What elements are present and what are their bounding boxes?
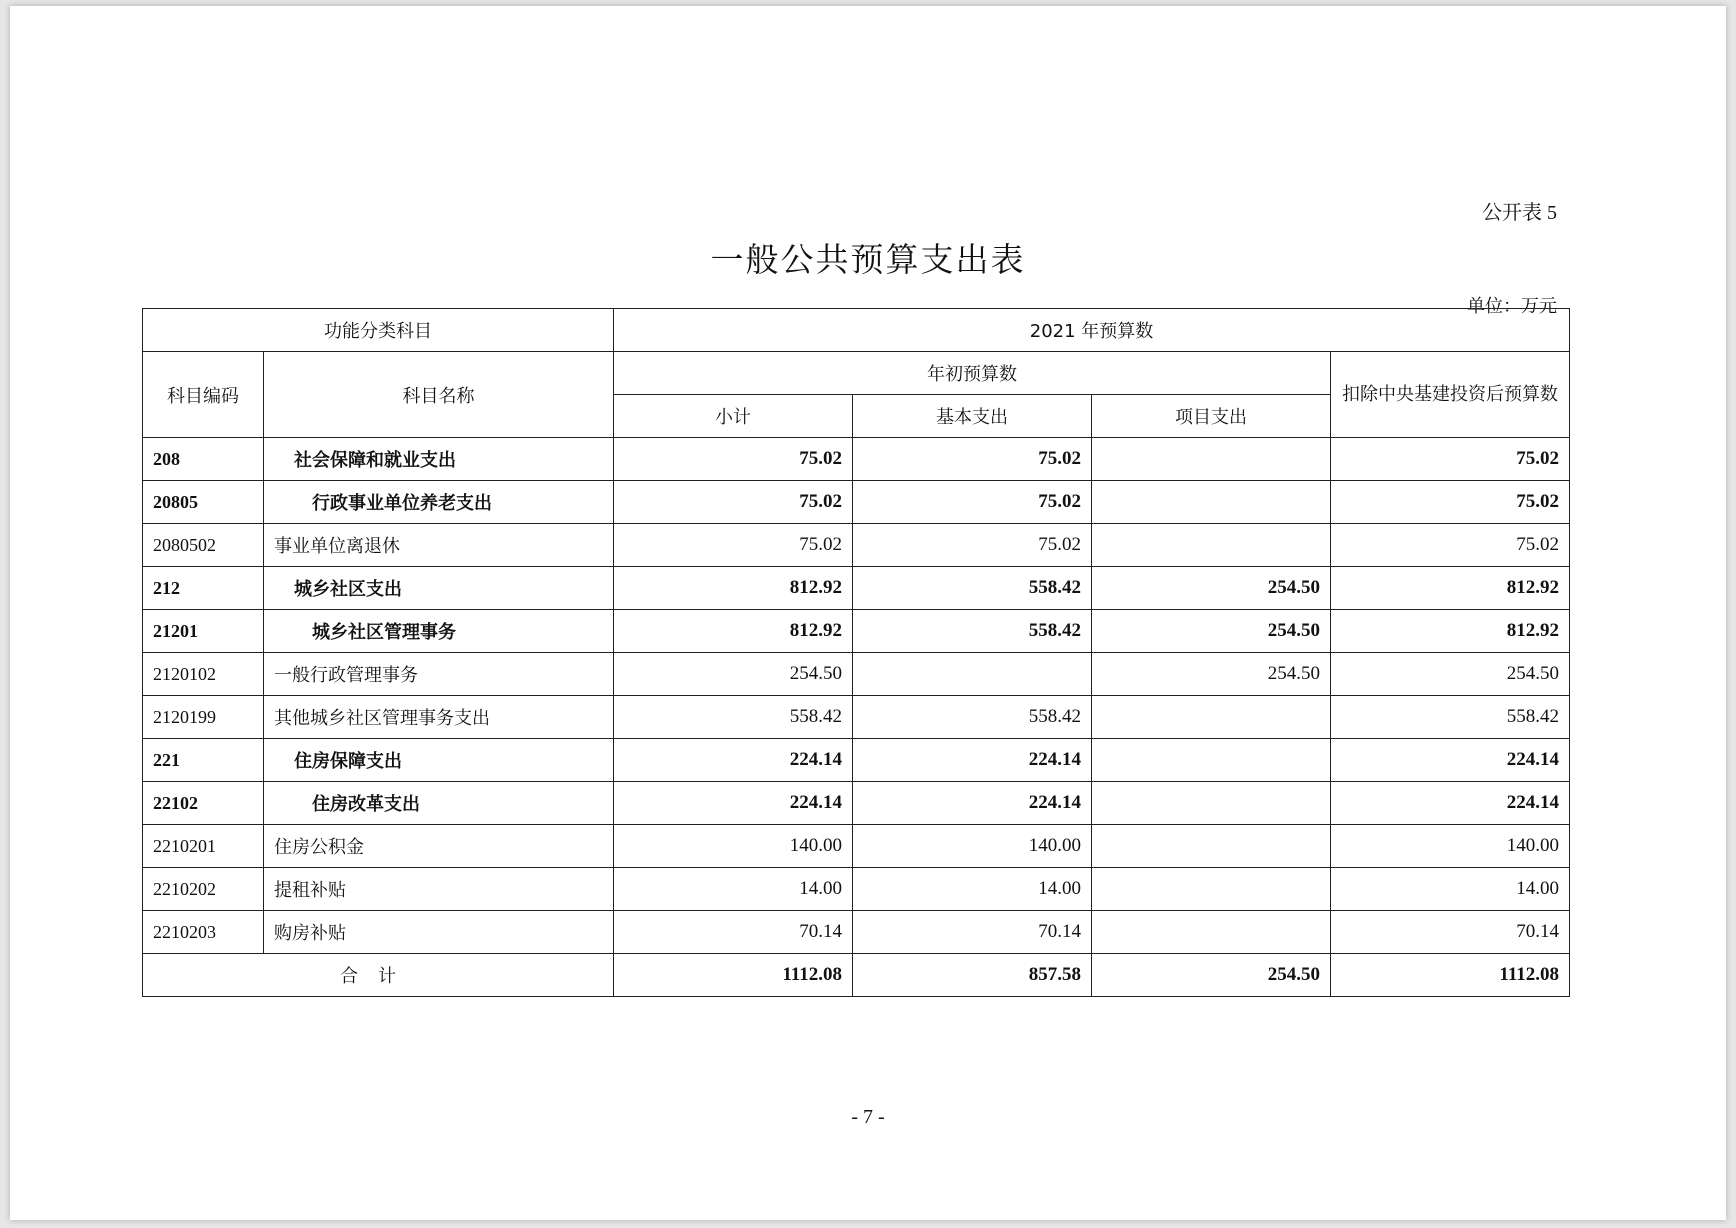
header-name: 科目名称 <box>264 352 614 438</box>
table-row <box>143 825 1570 868</box>
row-subtotal: 812.92 <box>614 567 853 610</box>
row-name: 社会保障和就业支出 <box>264 438 614 481</box>
row-project <box>1092 782 1331 825</box>
row-code: 2120102 <box>143 653 264 696</box>
row-code: 2210201 <box>143 825 264 868</box>
row-code: 2080502 <box>143 524 264 567</box>
row-project: 254.50 <box>1092 610 1331 653</box>
header-code: 科目编码 <box>143 352 264 438</box>
row-name: 事业单位离退休 <box>264 524 614 567</box>
header-subtotal: 小计 <box>614 395 853 438</box>
row-after-deduction: 224.14 <box>1331 782 1570 825</box>
table-row <box>143 739 1570 782</box>
row-subtotal: 812.92 <box>614 610 853 653</box>
header-budget-year: 2021 年预算数 <box>614 309 1570 352</box>
row-name: 一般行政管理事务 <box>264 653 614 696</box>
row-after-deduction: 224.14 <box>1331 739 1570 782</box>
row-code: 20805 <box>143 481 264 524</box>
row-after-deduction: 558.42 <box>1331 696 1570 739</box>
row-basic: 558.42 <box>853 567 1092 610</box>
table-row <box>143 610 1570 653</box>
row-project <box>1092 739 1331 782</box>
row-subtotal: 224.14 <box>614 739 853 782</box>
row-subtotal: 75.02 <box>614 481 853 524</box>
row-name: 城乡社区支出 <box>264 567 614 610</box>
row-name: 提租补贴 <box>264 868 614 911</box>
row-after-deduction: 14.00 <box>1331 868 1570 911</box>
budget-table <box>142 308 1570 997</box>
row-after-deduction: 75.02 <box>1331 524 1570 567</box>
table-row <box>143 481 1570 524</box>
row-basic: 75.02 <box>853 481 1092 524</box>
row-code: 221 <box>143 739 264 782</box>
row-subtotal: 140.00 <box>614 825 853 868</box>
row-code: 208 <box>143 438 264 481</box>
row-basic: 558.42 <box>853 696 1092 739</box>
row-project: 254.50 <box>1092 567 1331 610</box>
row-basic: 224.14 <box>853 782 1092 825</box>
row-name: 行政事业单位养老支出 <box>264 481 614 524</box>
header-basic: 基本支出 <box>853 395 1092 438</box>
header-category: 功能分类科目 <box>143 309 614 352</box>
row-code: 2210202 <box>143 868 264 911</box>
row-code: 21201 <box>143 610 264 653</box>
row-code: 2210203 <box>143 911 264 954</box>
row-after-deduction: 75.02 <box>1331 481 1570 524</box>
row-basic: 558.42 <box>853 610 1092 653</box>
row-subtotal: 224.14 <box>614 782 853 825</box>
row-after-deduction: 70.14 <box>1331 911 1570 954</box>
row-basic <box>853 653 1092 696</box>
row-subtotal: 70.14 <box>614 911 853 954</box>
table-number: 公开表 5 <box>1482 202 1557 224</box>
page-title: 一般公共预算支出表 <box>710 240 1026 279</box>
total-row <box>143 954 1570 997</box>
row-after-deduction: 254.50 <box>1331 653 1570 696</box>
row-subtotal: 75.02 <box>614 524 853 567</box>
row-code: 2120199 <box>143 696 264 739</box>
header-initial-budget: 年初预算数 <box>614 352 1331 395</box>
header-project: 项目支出 <box>1092 395 1331 438</box>
row-project <box>1092 825 1331 868</box>
table-row <box>143 911 1570 954</box>
row-name: 其他城乡社区管理事务支出 <box>264 696 614 739</box>
row-project <box>1092 524 1331 567</box>
header-after-deduction: 扣除中央基建投资后预算数 <box>1331 352 1570 438</box>
total-label: 合计 <box>143 954 614 997</box>
row-after-deduction: 812.92 <box>1331 567 1570 610</box>
header-row-1 <box>143 309 1570 352</box>
row-subtotal: 75.02 <box>614 438 853 481</box>
table-row <box>143 653 1570 696</box>
row-name: 城乡社区管理事务 <box>264 610 614 653</box>
page-number: - 7 - <box>851 1106 885 1128</box>
row-basic: 70.14 <box>853 911 1092 954</box>
row-project <box>1092 481 1331 524</box>
row-basic: 75.02 <box>853 524 1092 567</box>
row-basic: 224.14 <box>853 739 1092 782</box>
table-row <box>143 868 1570 911</box>
table-row <box>143 782 1570 825</box>
row-after-deduction: 812.92 <box>1331 610 1570 653</box>
row-project: 254.50 <box>1092 653 1331 696</box>
row-project <box>1092 911 1331 954</box>
row-code: 212 <box>143 567 264 610</box>
row-code: 22102 <box>143 782 264 825</box>
unit-label: 单位：万元 <box>1467 296 1557 317</box>
table-row <box>143 438 1570 481</box>
row-name: 住房公积金 <box>264 825 614 868</box>
row-subtotal: 558.42 <box>614 696 853 739</box>
header-row-2 <box>143 352 1570 395</box>
table-row <box>143 567 1570 610</box>
row-name: 住房改革支出 <box>264 782 614 825</box>
row-project <box>1092 868 1331 911</box>
table-row <box>143 696 1570 739</box>
table-row <box>143 524 1570 567</box>
row-basic: 140.00 <box>853 825 1092 868</box>
row-after-deduction: 75.02 <box>1331 438 1570 481</box>
total-project: 254.50 <box>1092 954 1331 997</box>
row-subtotal: 254.50 <box>614 653 853 696</box>
row-subtotal: 14.00 <box>614 868 853 911</box>
row-basic: 75.02 <box>853 438 1092 481</box>
row-name: 住房保障支出 <box>264 739 614 782</box>
row-project <box>1092 438 1331 481</box>
total-basic: 857.58 <box>853 954 1092 997</box>
row-basic: 14.00 <box>853 868 1092 911</box>
row-name: 购房补贴 <box>264 911 614 954</box>
total-subtotal: 1112.08 <box>614 954 853 997</box>
row-after-deduction: 140.00 <box>1331 825 1570 868</box>
row-project <box>1092 696 1331 739</box>
total-after-deduction: 1112.08 <box>1331 954 1570 997</box>
